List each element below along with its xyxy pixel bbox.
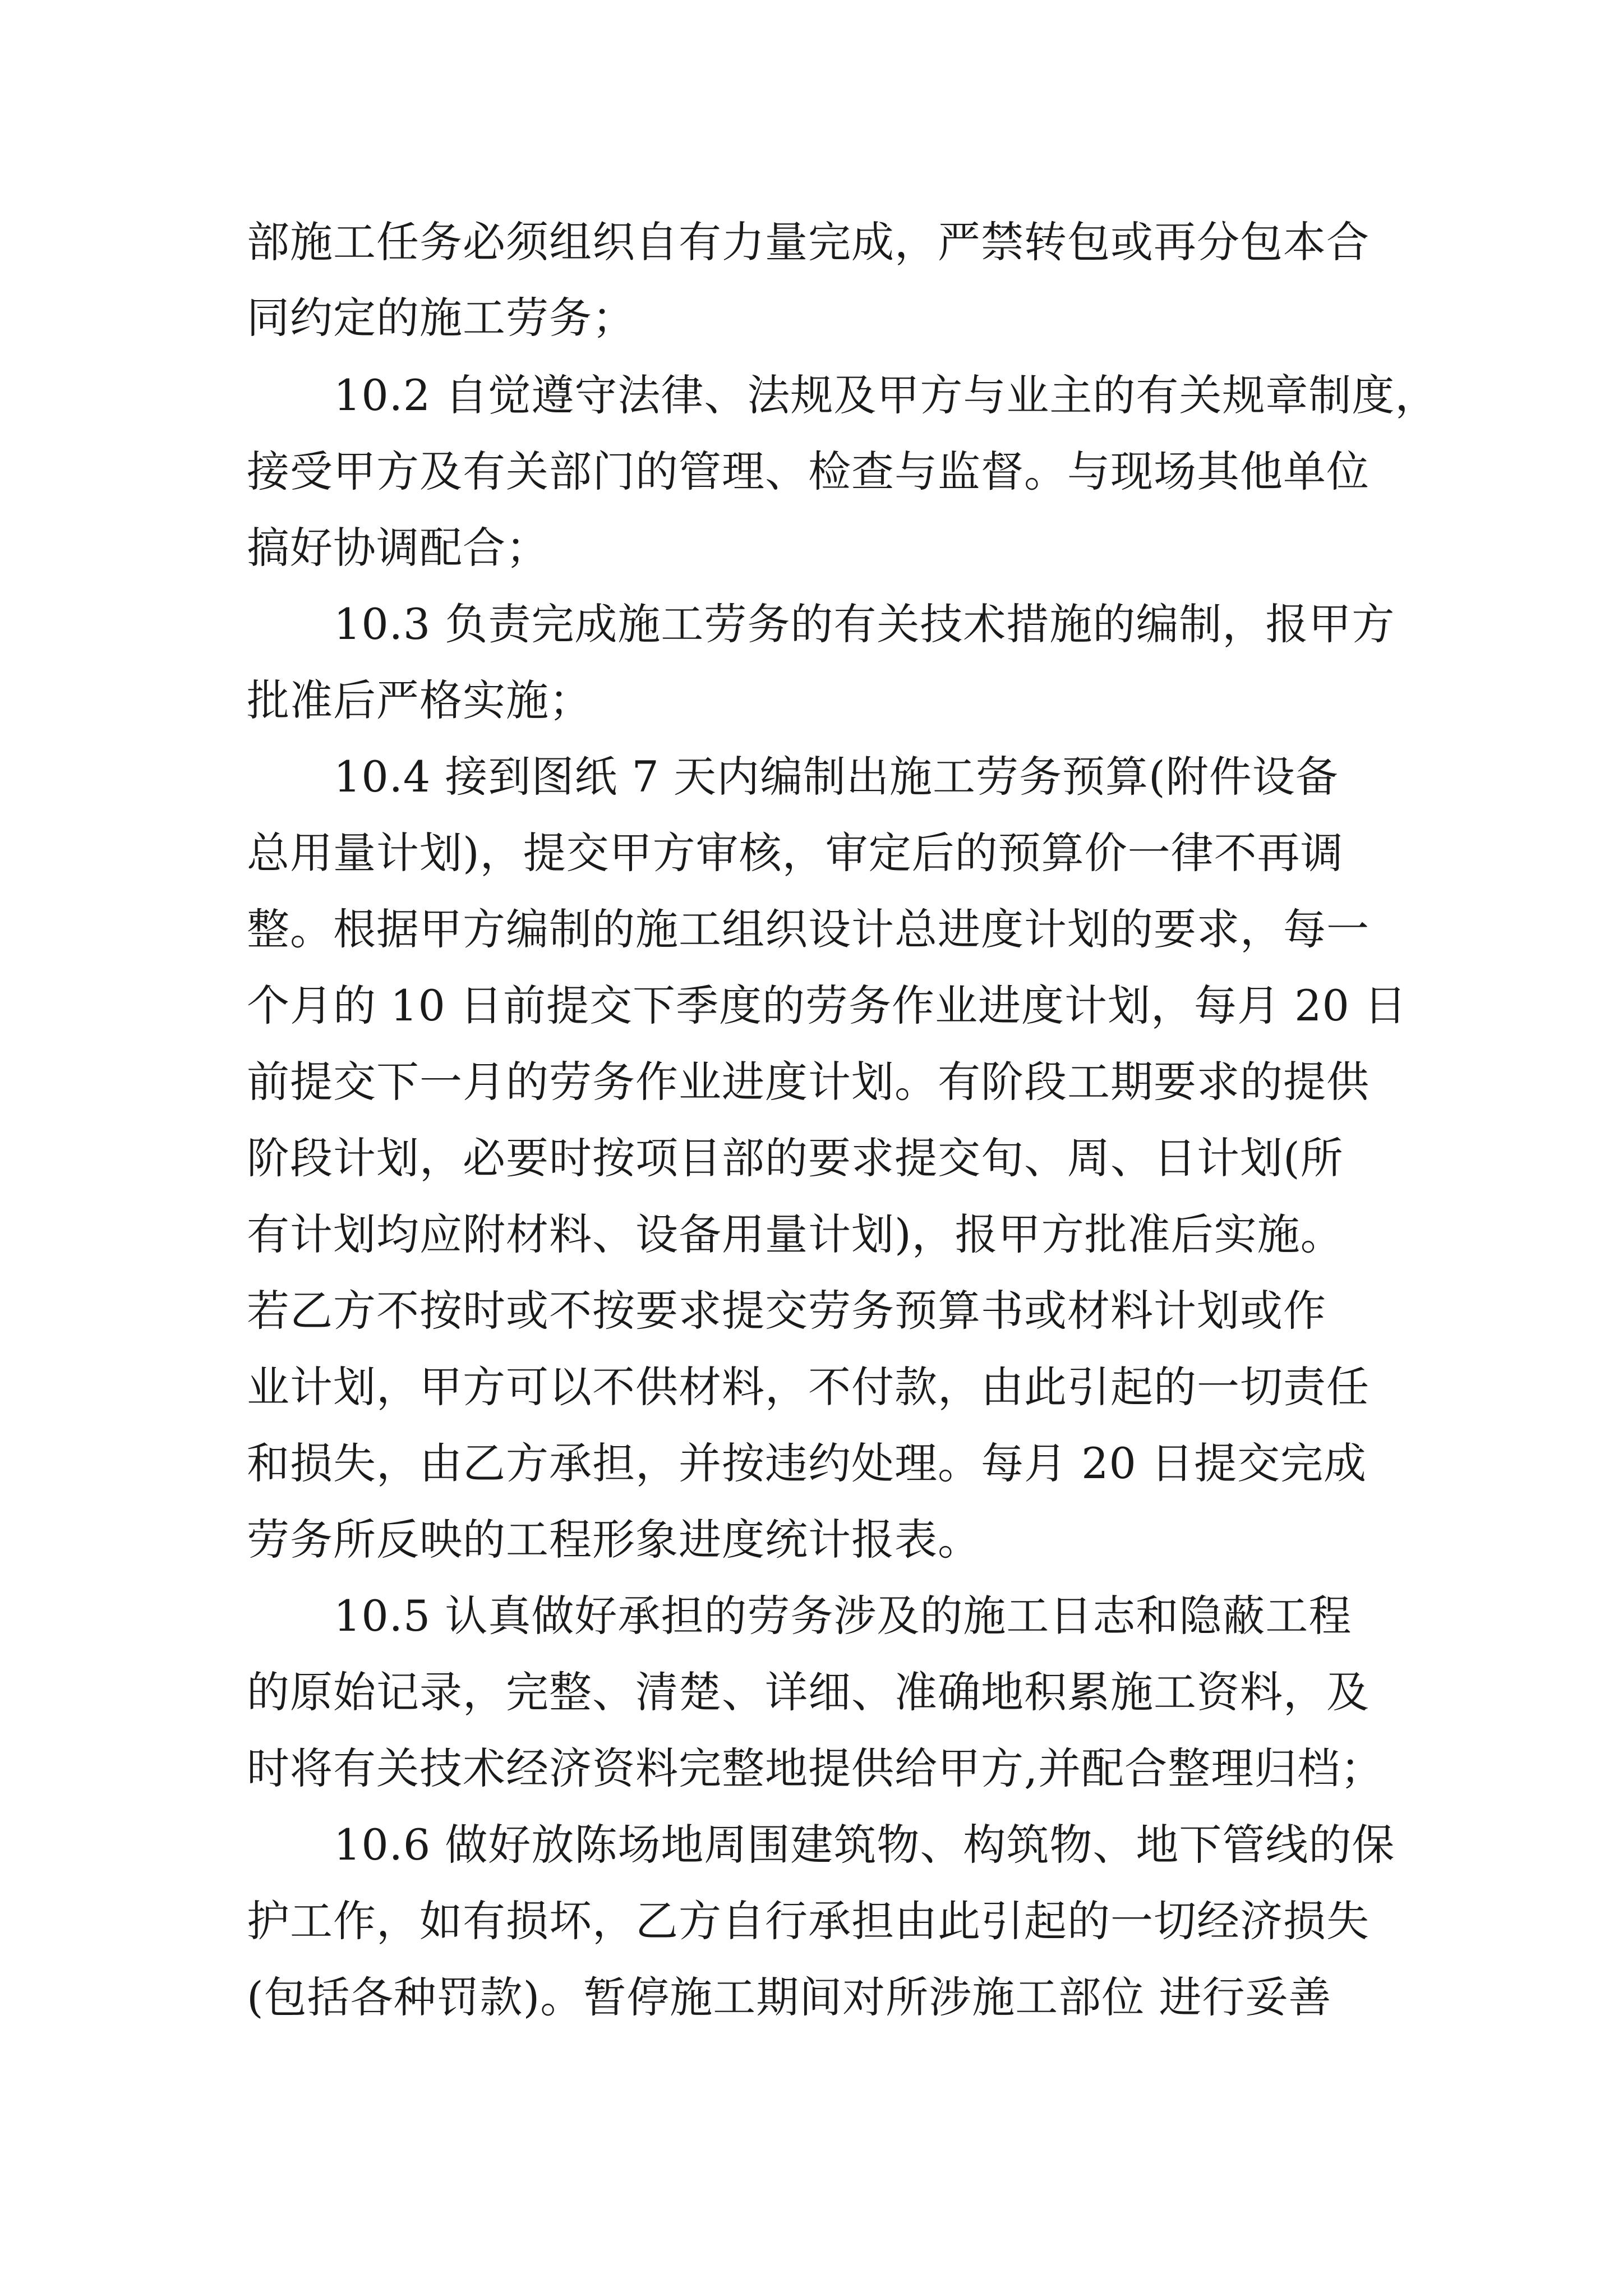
text-line: 总用量计划)，提交甲方审核，审定后的预算价一律不再调 <box>247 828 1344 878</box>
text-line: 前提交下一月的劳务作业进度计划。有阶段工期要求的提供 <box>247 1057 1370 1107</box>
text-line: 整。根据甲方编制的施工组织设计总进度计划的要求，每一 <box>247 904 1370 954</box>
text-line: 护工作，如有损坏，乙方自行承担由此引起的一切经济损失 <box>247 1896 1370 1946</box>
text-line: 时将有关技术经济资料完整地提供给甲方,并配合整理归档； <box>247 1743 1384 1793</box>
paragraph-10-6-start: 10.6 做好放陈场地周围建筑物、构筑物、地下管线的保 <box>334 1820 1395 1870</box>
text-line: 若乙方不按时或不按要求提交劳务预算书或材料计划或作 <box>247 1286 1326 1336</box>
paragraph-10-5-start: 10.5 认真做好承担的劳务涉及的施工日志和隐蔽工程 <box>334 1591 1352 1641</box>
text-line: 业计划，甲方可以不供材料，不付款，由此引起的一切责任 <box>247 1362 1370 1412</box>
text-line: 劳务所反映的工程形象进度统计报表。 <box>247 1515 981 1565</box>
text-line: 搞好协调配合； <box>247 523 549 573</box>
text-line: 个月的 10 日前提交下季度的劳务作业进度计划，每月 20 日 <box>247 981 1408 1030</box>
paragraph-10-3-start: 10.3 负责完成施工劳务的有关技术措施的编制，报甲方 <box>334 599 1395 649</box>
paragraph-10-2-start: 10.2 自觉遵守法律、法规及甲方与业主的有关规章制度， <box>334 370 1438 420</box>
text-line: 接受甲方及有关部门的管理、检查与监督。与现场其他单位 <box>247 447 1370 496</box>
text-line: 批准后严格实施； <box>247 675 592 725</box>
paragraph-10-4-start: 10.4 接到图纸 7 天内编制出施工劳务预算(附件设备 <box>334 752 1339 802</box>
text-line: 的原始记录，完整、清楚、详细、准确地积累施工资料，及 <box>247 1667 1370 1717</box>
text-line: 和损失，由乙方承担，并按违约处理。每月 20 日提交完成 <box>247 1438 1367 1488</box>
text-line: (包括各种罚款)。暂停施工期间对所涉施工部位 进行妥善 <box>247 1972 1332 2022</box>
text-line: 有计划均应附材料、设备用量计划)，报甲方批准后实施。 <box>247 1209 1344 1259</box>
text-line: 部施工任务必须组织自有力量完成，严禁转包或再分包本合 <box>247 217 1370 267</box>
text-line: 同约定的施工劳务； <box>247 293 635 343</box>
text-line: 阶段计划，必要时按项目部的要求提交旬、周、日计划(所 <box>247 1133 1344 1183</box>
